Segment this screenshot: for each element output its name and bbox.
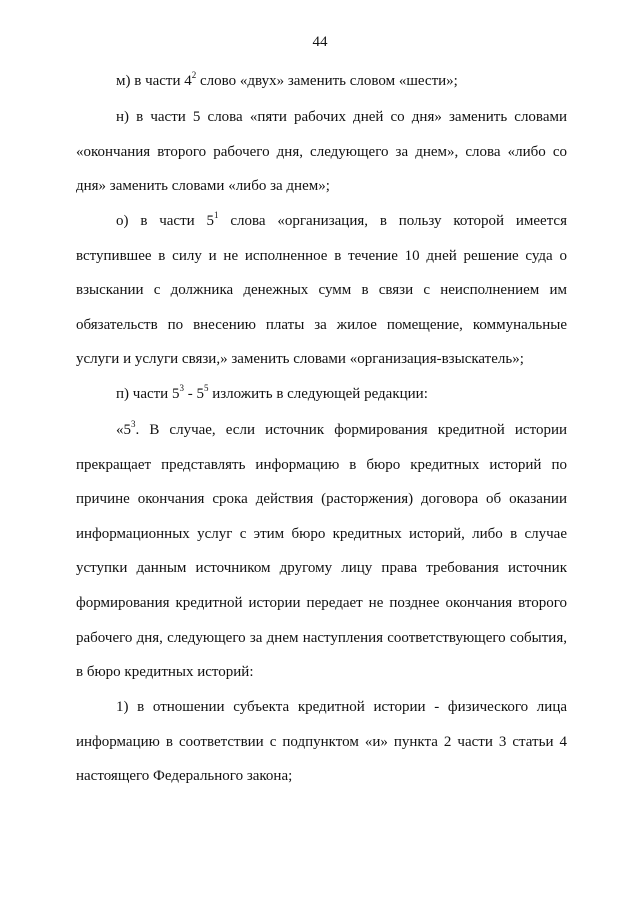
superscript: 3: [131, 419, 136, 429]
paragraph-m: [76, 64, 567, 99]
paragraph-quote: [76, 413, 567, 690]
paragraph-m-text-start: м) в части 4: [116, 73, 192, 89]
superscript: 2: [191, 70, 197, 80]
paragraph-o: [76, 204, 567, 377]
paragraph-o-text-start: о) в части 5: [116, 213, 214, 229]
paragraph-quote-text-end: . В случае, если источник формирования кредитной истории прекращает представлять информацию в бюро кредитных историй по причине окончания срока действия (расторжения) договора об оказании информационных услуг с этим бюро кредитных историй, либо в случае уступки данным источником другому лицу права требования источник формирования кредитной истории передает не позднее окончания второго рабочего дня, следующего за днем наступления соответствующего события, в бюро кредитных историй:: [76, 422, 567, 681]
paragraph-p-text-end: изложить в следующей редакции:: [208, 386, 428, 402]
paragraph-item-1-text: 1) в отношении субъекта кредитной истории - физического лица информацию в соответствии с подпунктом «и» пункта 2 части 3 статьи 4 настоящего Федерального закона;: [76, 699, 567, 785]
paragraph-item-1: [76, 690, 567, 794]
superscript: 1: [214, 210, 219, 220]
paragraph-p: [76, 377, 567, 412]
paragraph-o-text-end: слова «организация, в пользу которой имеется вступившее в силу и не исполненное в течение 10 дней решение суда о взыскании с должника денежных сумм в связи с неисполнением им обязательств по внесению платы за жилое помещение, коммунальные услуги и услуги связи,» заменить словами «организация-взыскатель»;: [76, 213, 567, 368]
superscript: 5: [203, 383, 209, 393]
paragraph-p-text-start: п) части 5: [116, 386, 180, 402]
paragraph-m-text-end: слово «двух» заменить словом «шести»;: [196, 73, 458, 89]
paragraph-n-text: н) в части 5 слова «пяти рабочих дней со дня» заменить словами «окончания второго рабочего дня, следующего за днем», слова «либо со дня» заменить словами «либо за днем»;: [76, 109, 567, 195]
paragraph-quote-text-start: «5: [116, 422, 131, 438]
superscript: 3: [179, 383, 184, 393]
page-number: 44: [312, 34, 328, 50]
paragraph-n: [76, 100, 567, 204]
paragraph-p-text-middle: - 5: [183, 386, 204, 402]
